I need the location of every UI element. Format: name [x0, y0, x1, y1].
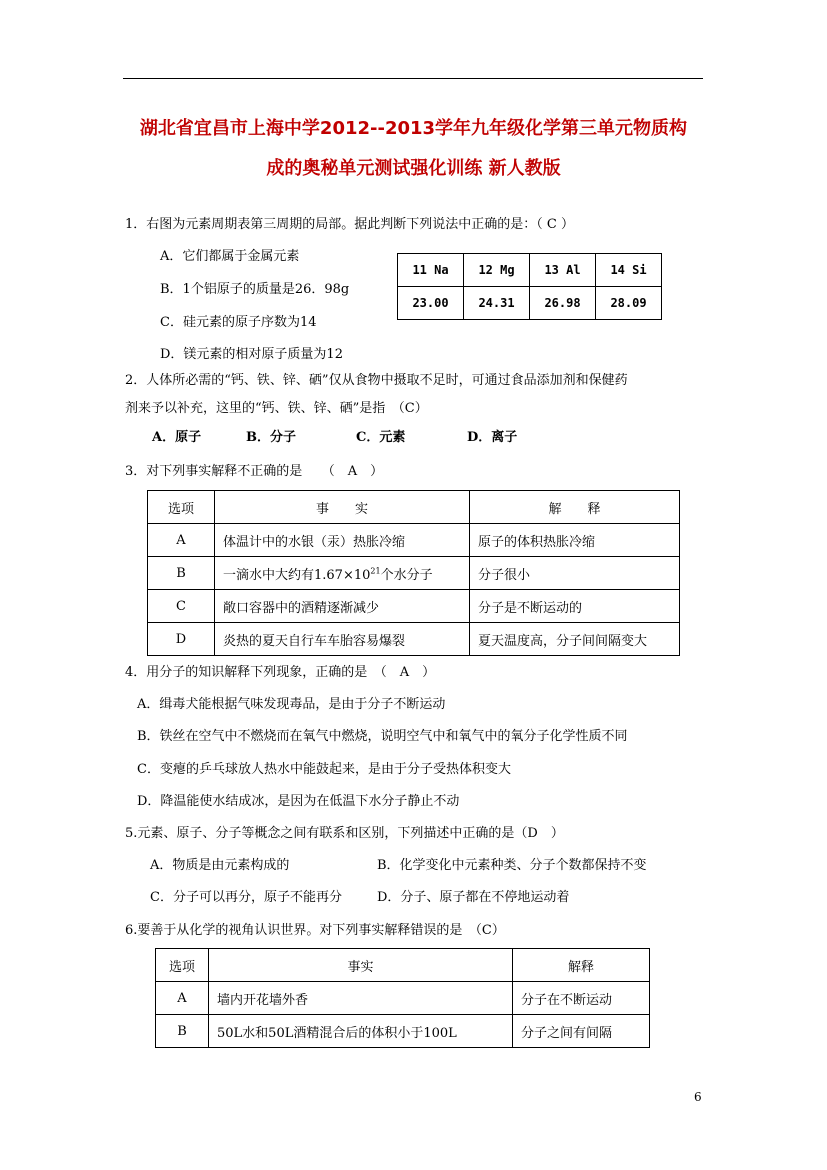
q1-option-d: D．镁元素的相对原子质量为12 — [160, 347, 343, 362]
q4-option-d: D．降温能使水结成冰，是因为在低温下水分子静止不动 — [137, 794, 460, 809]
q3-row-b-fact-exponent: 21 — [370, 566, 381, 576]
q3-header-option: 选项 — [148, 491, 215, 524]
q2-option-d: D．离子 — [467, 430, 518, 445]
q2-stem-line2: 剂来予以补充，这里的“钙、铁、锌、硒”是指 （C） — [125, 401, 428, 416]
q6-stem: 6.要善于从化学的视角认识世界。对下列事实解释错误的是 （C） — [125, 923, 505, 938]
element-si-symbol: 14 Si — [596, 254, 662, 287]
q6-row-b-option: B — [156, 1015, 209, 1048]
periodic-table-fragment — [397, 253, 662, 320]
q5-option-a: A．物质是由元素构成的 — [150, 858, 290, 873]
doc-title-line1: 湖北省宜昌市上海中学2012--2013学年九年级化学第三单元物质构 — [139, 118, 688, 139]
doc-title-line2: 成的奥秘单元测试强化训练 新人教版 — [266, 158, 561, 179]
q3-header-fact: 事 实 — [215, 491, 470, 524]
q3-row-d-explain: 夏天温度高，分子间间隔变大 — [470, 623, 680, 656]
element-mg-mass: 24.31 — [464, 287, 530, 320]
page-number: 6 — [694, 1090, 702, 1104]
q5-stem: 5.元素、原子、分子等概念之间有联系和区别，下列描述中正确的是（D ） — [125, 826, 564, 841]
q6-row-a-fact: 墙内开花墙外香 — [209, 982, 513, 1015]
table-row — [148, 524, 680, 557]
q3-row-a-option: A — [148, 524, 215, 557]
table-row — [156, 1015, 650, 1048]
q6-table — [155, 948, 650, 1048]
q4-option-a: A．缉毒犬能根据气味发现毒品，是由于分子不断运动 — [137, 697, 446, 712]
element-al-symbol: 13 Al — [530, 254, 596, 287]
q1-option-c: C．硅元素的原子序数为14 — [160, 315, 317, 330]
q4-option-c: C．变瘪的乒乓球放人热水中能鼓起来，是由于分子受热体积变大 — [137, 762, 511, 777]
q6-row-a-explain: 分子在不断运动 — [513, 982, 650, 1015]
element-na-symbol: 11 Na — [398, 254, 464, 287]
q3-row-c-explain: 分子是不断运动的 — [470, 590, 680, 623]
q6-row-b-fact: 50L水和50L酒精混合后的体积小于100L — [209, 1015, 513, 1048]
q3-row-b-fact-pre: 一滴水中大约有1.67×10 — [223, 567, 371, 583]
q3-row-d-fact: 炎热的夏天自行车车胎容易爆裂 — [215, 623, 470, 656]
header-rule — [123, 78, 703, 79]
q3-table — [147, 490, 680, 656]
q3-row-b-option: B — [148, 557, 215, 590]
q5-option-c: C．分子可以再分，原子不能再分 — [150, 890, 342, 905]
q6-header-fact: 事实 — [209, 949, 513, 982]
q4-stem: 4．用分子的知识解释下列现象，正确的是 （ A ） — [125, 665, 436, 680]
q3-row-d-option: D — [148, 623, 215, 656]
table-row — [156, 982, 650, 1015]
q3-row-b-fact-post: 个水分子 — [380, 567, 433, 583]
q2-option-a: A．原子 — [152, 430, 202, 445]
element-mg-symbol: 12 Mg — [464, 254, 530, 287]
q3-row-a-fact: 体温计中的水银（汞）热胀冷缩 — [215, 524, 470, 557]
q3-row-b-fact — [215, 557, 470, 590]
q6-header-explain: 解释 — [513, 949, 650, 982]
q3-row-b-explain: 分子很小 — [470, 557, 680, 590]
q2-option-b: B．分子 — [246, 430, 296, 445]
q2-option-c: C．元素 — [356, 430, 406, 445]
q5-option-d: D．分子、原子都在不停地运动着 — [377, 890, 570, 905]
element-si-mass: 28.09 — [596, 287, 662, 320]
q1-option-b: B．1个铝原子的质量是26．98g — [160, 282, 350, 297]
q6-header-option: 选项 — [156, 949, 209, 982]
table-row — [148, 623, 680, 656]
q6-row-a-option: A — [156, 982, 209, 1015]
element-na-mass: 23.00 — [398, 287, 464, 320]
q5-option-b: B．化学变化中元素种类、分子个数都保持不变 — [377, 858, 647, 873]
q3-stem: 3．对下列事实解释不正确的是 （ A ） — [125, 464, 384, 479]
q4-option-b: B．铁丝在空气中不燃烧而在氧气中燃烧，说明空气中和氧气中的氧分子化学性质不同 — [137, 729, 628, 744]
q3-row-a-explain: 原子的体积热胀冷缩 — [470, 524, 680, 557]
q3-row-c-option: C — [148, 590, 215, 623]
table-row — [148, 590, 680, 623]
q3-row-c-fact: 敞口容器中的酒精逐渐减少 — [215, 590, 470, 623]
q1-option-a: A．它们都属于金属元素 — [160, 249, 300, 264]
q6-row-b-explain: 分子之间有间隔 — [513, 1015, 650, 1048]
q1-stem: 1．右图为元素周期表第三周期的局部。据此判断下列说法中正确的是：（ C ） — [125, 217, 574, 232]
element-al-mass: 26.98 — [530, 287, 596, 320]
q3-header-explain: 解 释 — [470, 491, 680, 524]
q2-stem-line1: 2．人体所必需的“钙、铁、锌、硒”仅从食物中摄取不足时，可通过食品添加剂和保健药 — [125, 373, 628, 388]
table-row — [148, 557, 680, 590]
